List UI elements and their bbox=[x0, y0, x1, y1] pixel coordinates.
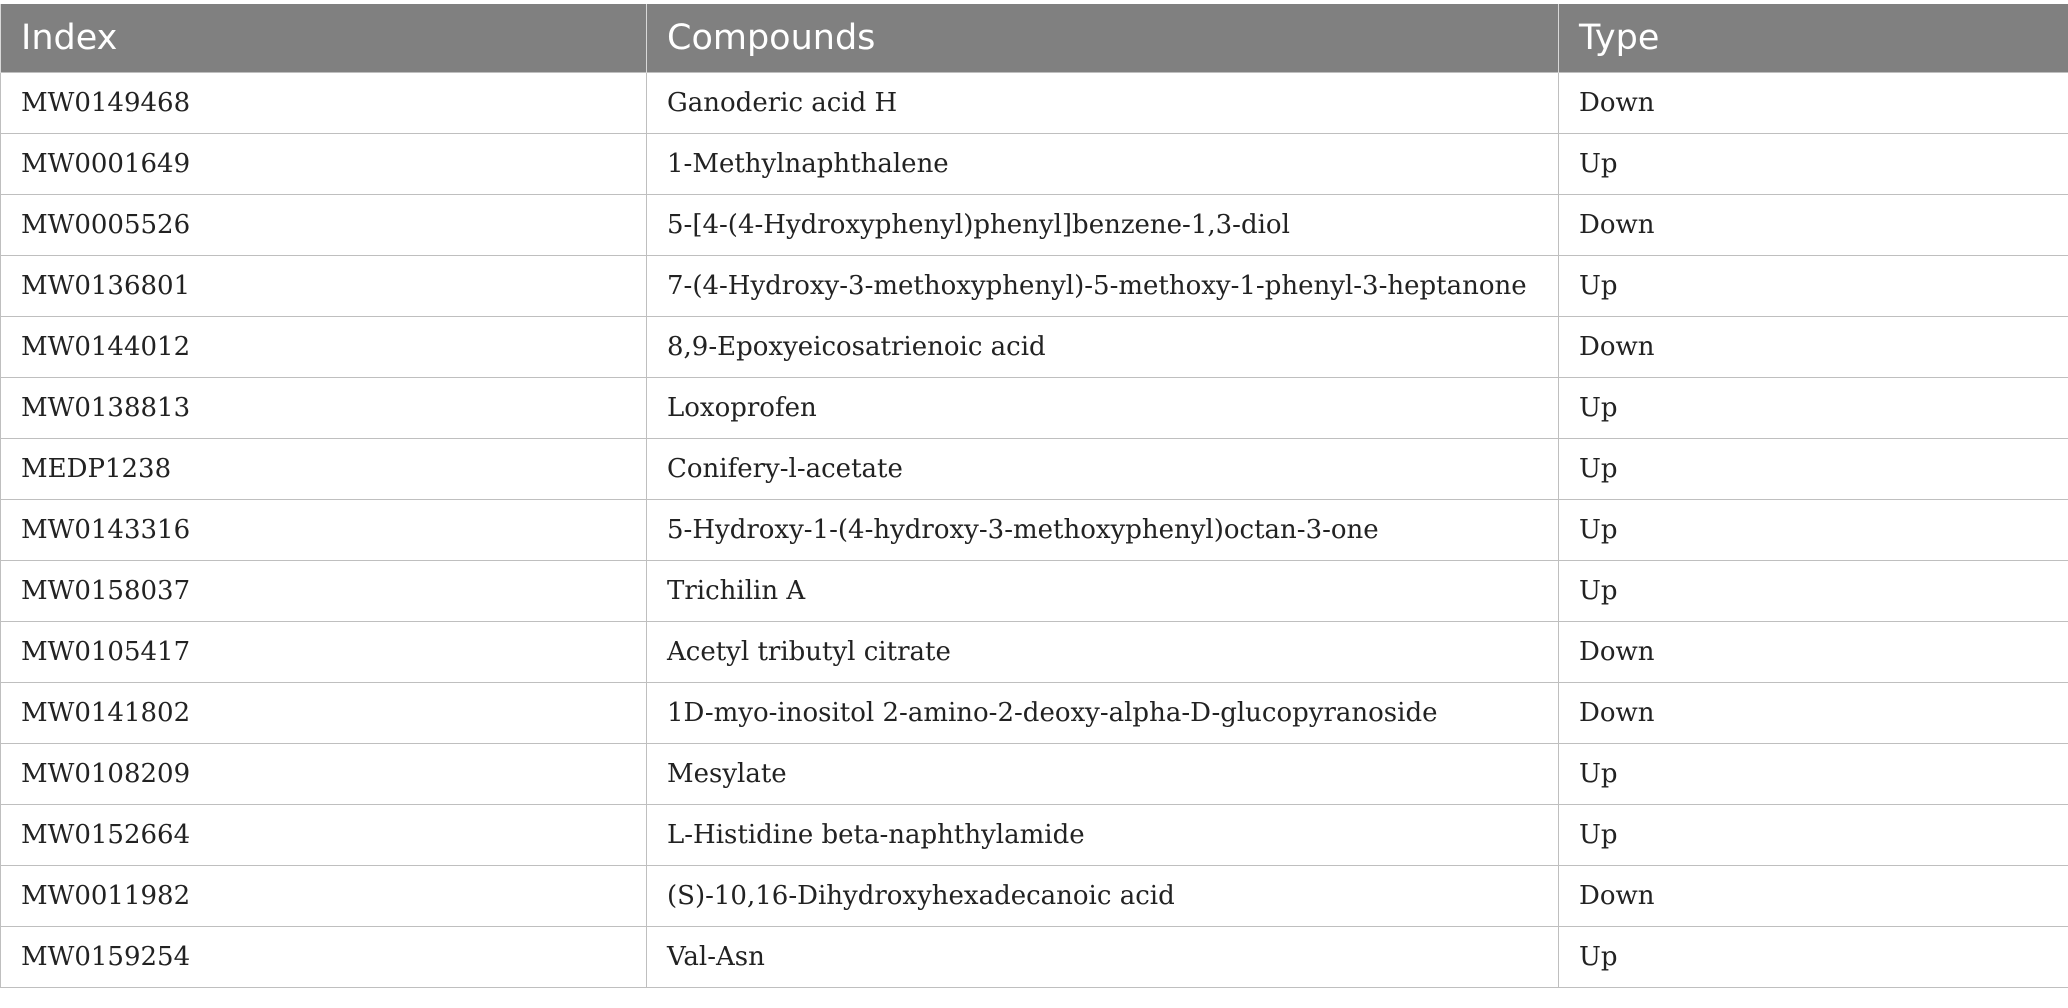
cell-compound: Val-Asn bbox=[647, 927, 1559, 988]
cell-index: MW0141802 bbox=[1, 683, 647, 744]
table-row bbox=[1, 683, 2068, 744]
cell-compound: 7-(4-Hydroxy-3-methoxyphenyl)-5-methoxy-1-phenyl-3-heptanone bbox=[647, 256, 1559, 317]
cell-index: MW0001649 bbox=[1, 134, 647, 195]
cell-type: Down bbox=[1559, 195, 2068, 256]
cell-type: Up bbox=[1559, 439, 2068, 500]
cell-index: MW0159254 bbox=[1, 927, 647, 988]
table-row bbox=[1, 439, 2068, 500]
cell-compound: Loxoprofen bbox=[647, 378, 1559, 439]
cell-type: Up bbox=[1559, 256, 2068, 317]
cell-type: Down bbox=[1559, 622, 2068, 683]
cell-compound: 5-Hydroxy-1-(4-hydroxy-3-methoxyphenyl)octan-3-one bbox=[647, 500, 1559, 561]
cell-index: MW0149468 bbox=[1, 73, 647, 134]
cell-compound: Ganoderic acid H bbox=[647, 73, 1559, 134]
table-row bbox=[1, 927, 2068, 988]
cell-type: Up bbox=[1559, 805, 2068, 866]
cell-index: MW0143316 bbox=[1, 500, 647, 561]
cell-type: Down bbox=[1559, 317, 2068, 378]
table-row bbox=[1, 134, 2068, 195]
cell-index: MW0138813 bbox=[1, 378, 647, 439]
cell-type: Up bbox=[1559, 378, 2068, 439]
table-row bbox=[1, 744, 2068, 805]
cell-index: MW0152664 bbox=[1, 805, 647, 866]
cell-index: MW0011982 bbox=[1, 866, 647, 927]
table-header bbox=[1, 4, 2068, 73]
cell-type: Down bbox=[1559, 866, 2068, 927]
cell-type: Up bbox=[1559, 927, 2068, 988]
table-row bbox=[1, 500, 2068, 561]
cell-type: Up bbox=[1559, 500, 2068, 561]
table-row bbox=[1, 256, 2068, 317]
cell-type: Down bbox=[1559, 683, 2068, 744]
table-row bbox=[1, 561, 2068, 622]
cell-index: MW0136801 bbox=[1, 256, 647, 317]
table-row bbox=[1, 195, 2068, 256]
table-row bbox=[1, 73, 2068, 134]
header-type: Type bbox=[1559, 4, 2068, 73]
cell-compound: 1-Methylnaphthalene bbox=[647, 134, 1559, 195]
table-row bbox=[1, 317, 2068, 378]
cell-compound: Trichilin A bbox=[647, 561, 1559, 622]
cell-compound: 8,9-Epoxyeicosatrienoic acid bbox=[647, 317, 1559, 378]
cell-type: Down bbox=[1559, 73, 2068, 134]
table-row bbox=[1, 622, 2068, 683]
cell-type: Up bbox=[1559, 134, 2068, 195]
cell-compound: Acetyl tributyl citrate bbox=[647, 622, 1559, 683]
header-compounds: Compounds bbox=[647, 4, 1559, 73]
cell-compound: 1D-myo-inositol 2-amino-2-deoxy-alpha-D-glucopyranoside bbox=[647, 683, 1559, 744]
cell-index: MW0158037 bbox=[1, 561, 647, 622]
table-row bbox=[1, 805, 2068, 866]
header-index: Index bbox=[1, 4, 647, 73]
table-body bbox=[1, 73, 2068, 988]
cell-index: MW0105417 bbox=[1, 622, 647, 683]
compounds-table bbox=[0, 4, 2068, 988]
cell-compound: Mesylate bbox=[647, 744, 1559, 805]
cell-index: MW0005526 bbox=[1, 195, 647, 256]
cell-compound: L-Histidine beta-naphthylamide bbox=[647, 805, 1559, 866]
cell-compound: 5-[4-(4-Hydroxyphenyl)phenyl]benzene-1,3-diol bbox=[647, 195, 1559, 256]
cell-type: Up bbox=[1559, 744, 2068, 805]
table-row bbox=[1, 378, 2068, 439]
table-row bbox=[1, 866, 2068, 927]
header-row bbox=[1, 4, 2068, 73]
cell-index: MW0144012 bbox=[1, 317, 647, 378]
compounds-table-container bbox=[0, 4, 2068, 988]
cell-type: Up bbox=[1559, 561, 2068, 622]
cell-index: MW0108209 bbox=[1, 744, 647, 805]
cell-compound: (S)-10,16-Dihydroxyhexadecanoic acid bbox=[647, 866, 1559, 927]
cell-index: MEDP1238 bbox=[1, 439, 647, 500]
cell-compound: Conifery-l-acetate bbox=[647, 439, 1559, 500]
